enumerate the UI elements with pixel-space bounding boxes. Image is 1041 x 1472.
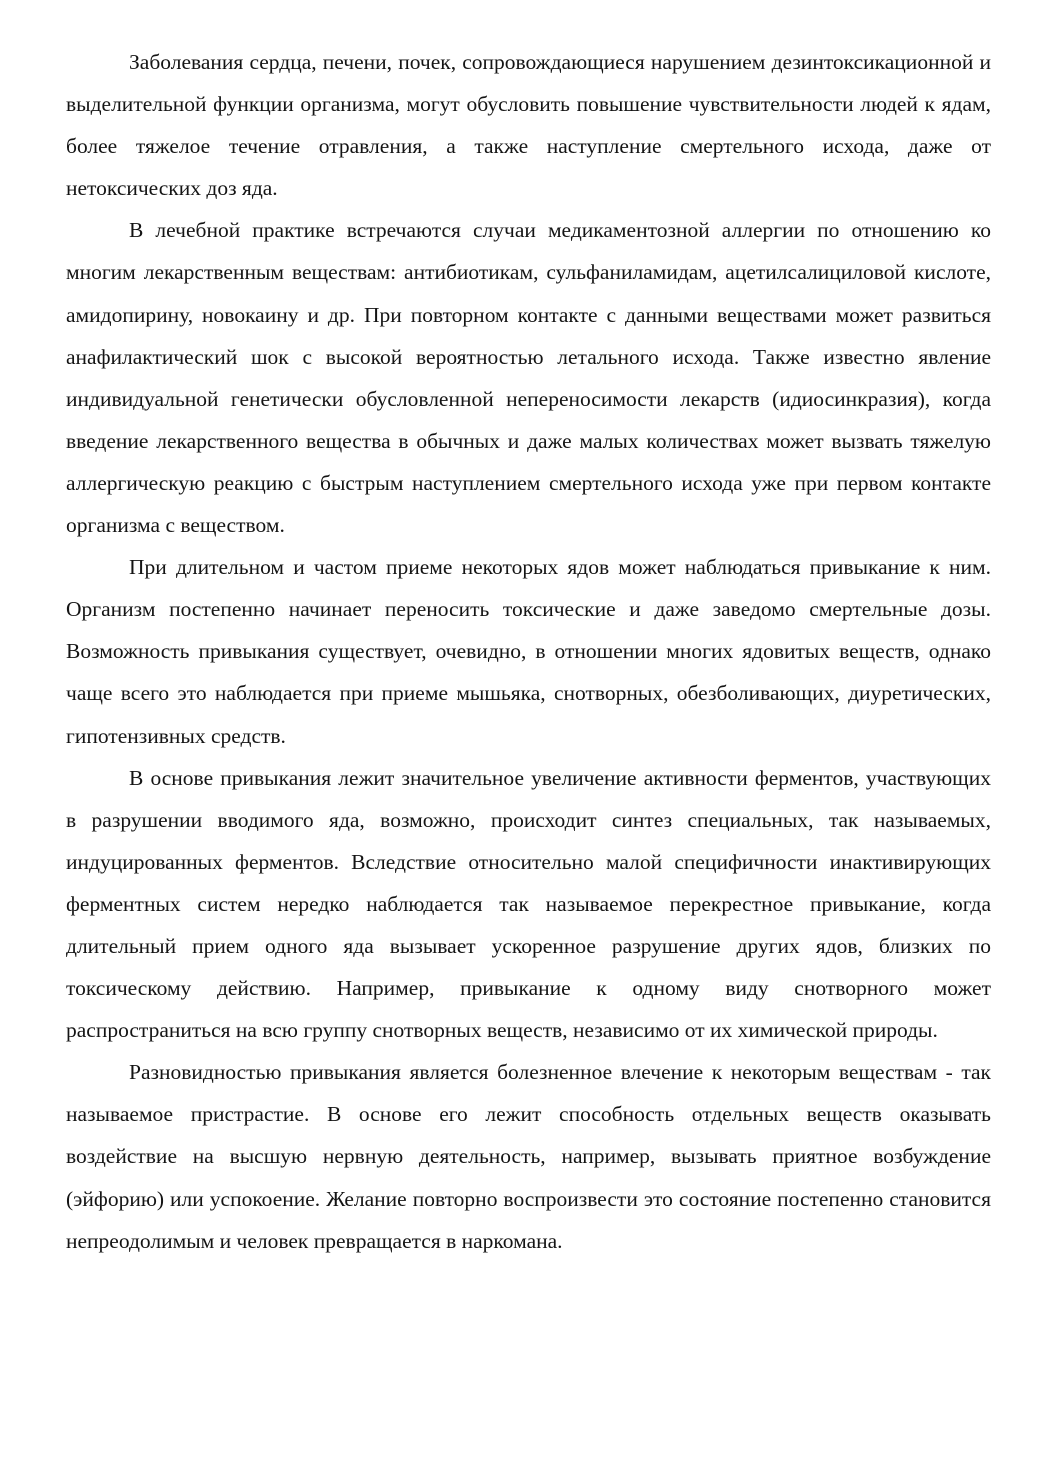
paragraph-habituation-mechanism: В основе привыкания лежит значительное увеличение активности ферментов, участвующих в разрушении вводимого яда, возможно, происходит синтез специальных, так называемых, индуцированных ферментов. Вследствие относительно малой специфичности инактивирующих ферментных систем нередко наблюдается так называемое перекрестное привыкание, когда длительный прием одного яда вызывает ускоренное разрушение других ядов, близких по токсическому действию. Например, привыкание к одному виду снотворного может распространиться на всю группу снотворных веществ, независимо от их химической природы. xyxy=(66,765,991,1043)
paragraph-habituation: При длительном и частом приеме некоторых ядов может наблюдаться привыкание к ним. Организм постепенно начинает переносить токсические и даже заведомо смертельные дозы. Возможность привыкания существует, очевидно, в отношении многих ядовитых веществ, однако чаще всего это наблюдается при приеме мышьяка, снотворных, обезболивающих, диуретических, гипотензивных средств. xyxy=(66,555,991,748)
paragraph-drug-allergy: В лечебной практике встречаются случаи медикаментозной аллергии по отношению ко многим лекарственным веществам: антибиотикам, сульфаниламидам, ацетилсалициловой кислоте, амидопирину, новокаину и др. При повторном контакте с данными веществами может развиться анафилактический шок с высокой вероятностью летального исхода. Также известно явление индивидуальной генетически обусловленной непереносимости лекарств (идиосинкразия), когда введение лекарственного вещества в обычных и даже малых количествах может вызвать тяжелую аллергическую реакцию с быстрым наступлением смертельного исхода уже при первом контакте организма с веществом. xyxy=(66,218,991,538)
paragraph-addiction: Разновидностью привыкания является болезненное влечение к некоторым веществам - так называемое пристрастие. В основе его лежит способность отдельных веществ оказывать воздействие на высшую нервную деятельность, например, вызывать приятное возбуждение (эйфорию) или успокоение. Желание повторно воспроизвести это состояние постепенно становится непреодолимым и человек превращается в наркомана. xyxy=(66,1060,991,1253)
paragraph-heart-liver-kidney-diseases: Заболевания сердца, печени, почек, сопровождающиеся нарушением дезинтоксикационной и выделительной функции организма, могут обусловить повышение чувствительности людей к ядам, более тяжелое течение отравления, а также наступление смертельного исхода, даже от нетоксических доз яда. xyxy=(66,50,991,201)
